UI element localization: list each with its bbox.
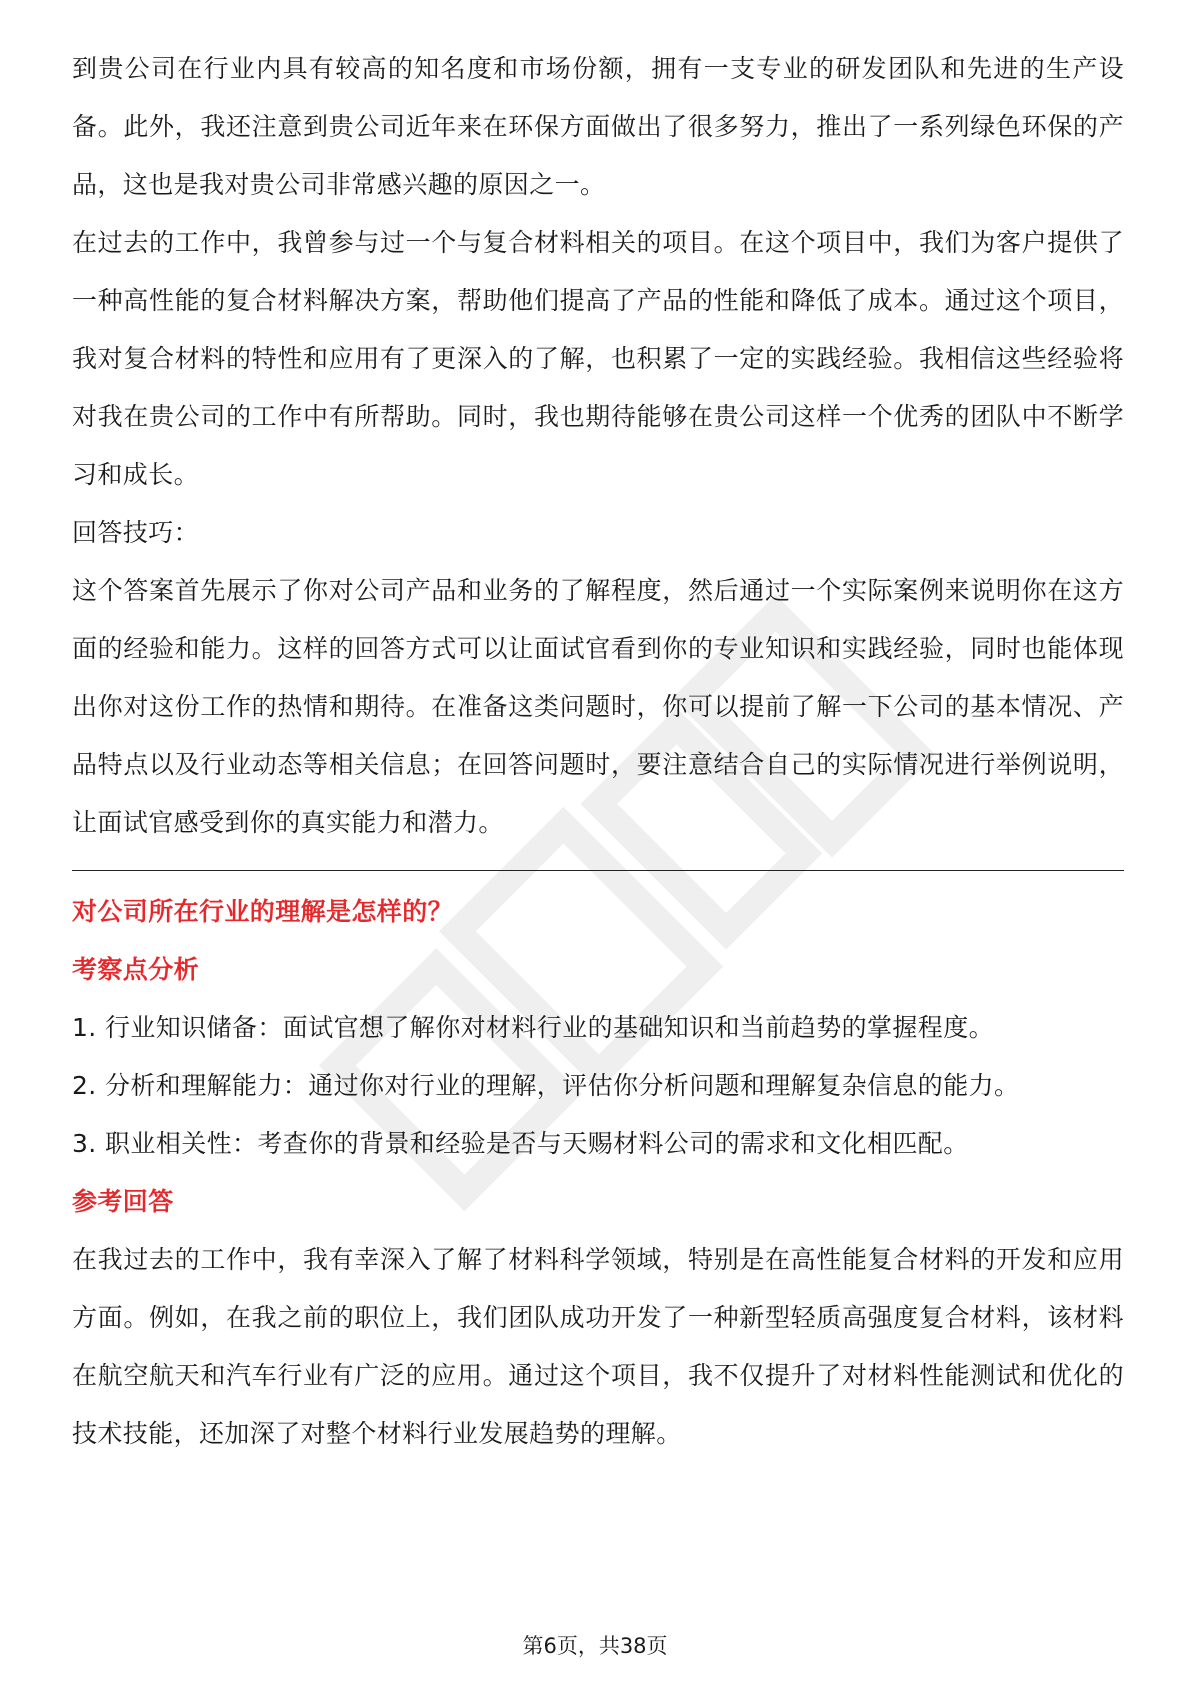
answer-paragraph: 在我过去的工作中，我有幸深入了解了材料科学领域，特别是在高性能复合材料的开发和应用方面。例如，在我之前的职位上，我们团队成功开发了一种新型轻质高强度复合材料，该材料在航空航天和汽车行业有广泛的应用。通过这个项目，我不仅提升了对材料性能测试和优化的技术技能，还加深了对整个材料行业发展趋势的理解。: [72, 1245, 1124, 1448]
intro-paragraph-1: 到贵公司在行业内具有较高的知名度和市场份额，拥有一支专业的研发团队和先进的生产设备。此外，我还注意到贵公司近年来在环保方面做出了很多努力，推出了一系列绿色环保的产品，这也是我对贵公司非常感兴趣的原因之一。: [72, 54, 1124, 199]
tips-paragraph: 这个答案首先展示了你对公司产品和业务的了解程度，然后通过一个实际案例来说明你在这方面的经验和能力。这样的回答方式可以让面试官看到你的专业知识和实践经验，同时也能体现出你对这份工作的热情和期待。在准备这类问题时，你可以提前了解一下公司的基本情况、产品特点以及行业动态等相关信息；在回答问题时，要注意结合自己的实际情况进行举例说明，让面试官感受到你的真实能力和潜力。: [72, 576, 1124, 837]
page-number: 第6页，共38页: [522, 1634, 668, 1658]
answer-heading: 参考回答: [72, 1187, 174, 1216]
analysis-item-2: 2. 分析和理解能力：通过你对行业的理解，评估你分析问题和理解复杂信息的能力。: [72, 1071, 1020, 1100]
intro-paragraph-2: 在过去的工作中，我曾参与过一个与复合材料相关的项目。在这个项目中，我们为客户提供了一种高性能的复合材料解决方案，帮助他们提高了产品的性能和降低了成本。通过这个项目，我对复合材料的特性和应用有了更深入的了解，也积累了一定的实践经验。我相信这些经验将对我在贵公司的工作中有所帮助。同时，我也期待能够在贵公司这样一个优秀的团队中不断学习和成长。: [72, 228, 1124, 489]
analysis-item-1: 1. 行业知识储备：面试官想了解你对材料行业的基础知识和当前趋势的掌握程度。: [72, 1013, 995, 1042]
analysis-heading: 考察点分析: [72, 955, 200, 984]
analysis-item-3: 3. 职业相关性：考查你的背景和经验是否与天赐材料公司的需求和文化相匹配。: [72, 1129, 969, 1158]
tips-label: 回答技巧：: [72, 518, 200, 547]
document-page: [72, 40, 1124, 1463]
section-divider: [72, 870, 1124, 871]
question-title: 对公司所在行业的理解是怎样的？: [72, 897, 454, 926]
